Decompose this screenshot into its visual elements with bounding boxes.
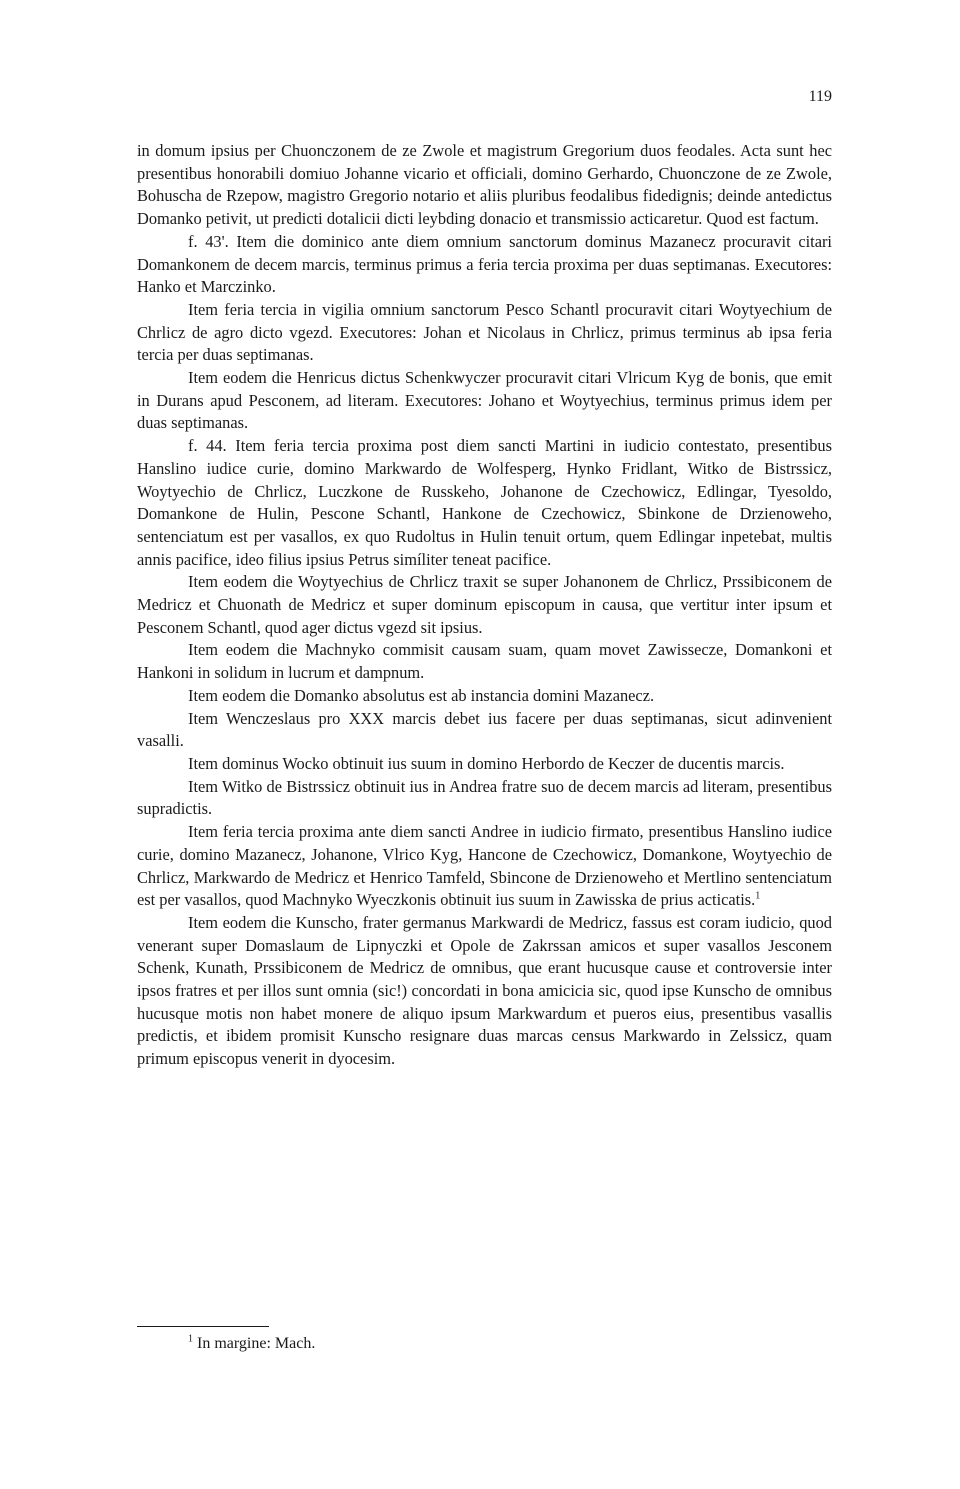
footnote-divider [137, 1326, 269, 1327]
paragraph: Item dominus Wocko obtinuit ius suum in domino Herbordo de Keczer de ducentis marcis. [188, 753, 785, 773]
paragraph: Item eodem die Kunscho, frater germanus Markwardi de Medricz, fassus est coram iudicio, quod venerant super Domaslaum de Lipnyczki et Opole de Zakrssan amicos et super vasallos Jesconem Schenk, Kunath, Prssibiconem de Medricz de omnibus, que erant hucusque cause et controversie inter ipsos fratres et per illos sunt omnia (sic!) concordati in bona amicicia sic, quod ipse Kunscho de omnibus hucusque motis non habet monere de aliquo ipsum Markwardum et pueros eius, presentibus vasallis predictis, et ibidem promisit Kunscho resignare duas marcas census Markwardo in Zelssicz, quam primum episcopus venerit in dyocesim. [137, 912, 832, 1069]
paragraph: f. 44. Item feria tercia proxima post diem sancti Martini in iudicio contestato, presentibus Hanslino iudice curie, domino Markwardo de Wolfesperg, Hynko Fridlant, Witko de Bistrssicz, Woytyechio de Chrlicz, Luczkone de Russkeho, Johanone de Czechowicz, Edlingar, Tyesoldo, Domankone de Hulin, Pescone Schantl, Hankone de Czechowicz, Sbinkone de Drzienoweho, sentenciatum est per vasallos, ex quo Rudoltus in Hulin tenuit ortum, quem Edlingar inpetebat, multis annis pacifice, ideo filius ipsius Petrus simíliter teneat pacifice. [137, 436, 832, 569]
footnote-text: In margine: Mach. [197, 1335, 316, 1352]
paragraph-text: Item feria tercia proxima ante diem sancti Andree in iudicio firmato, presentibus Hanslino iudice curie, domino Mazanecz, Johanone, Vlrico Kyg, Hancone de Czechowicz, Domankone, Woytyechio de Chrlicz, Markwardo de Medricz et Henrico Tamfeld, Sbincone de Drzienoweho et Mertlino sentenciatum est per vasallos, quod Machnyko Wyeczkonis obtinuit ius suum in Zawisska de prius acticatis. [137, 822, 832, 910]
paragraph: Item eodem die Woytyechius de Chrlicz traxit se super Johanonem de Chrlicz, Prssibiconem de Medricz et Chuonath de Medricz et super dominum episcopum in causa, que vertitur inter ipsum et Pesconem Schantl, quod ager dictus vgezd sit ipsius. [137, 572, 832, 637]
footnote-mark: 1 [188, 1333, 193, 1345]
paragraph: in domum ipsius per Chuonczonem de ze Zwole et magistrum Gregorium duos feodales. Acta sunt hec presentibus honorabili domiuo Johanne vicario et officiali, domino Gerhardo, Chuonczone de ze Zwole, Bohuscha de Rzepow, magistro Gregorio notario et aliis pluribus feodalibus fidedignis; deinde antedictus Domanko petivit, ut predicti dotalicii dicti leybding donacio et transmissio acticaretur. Quod est factum. [137, 141, 832, 229]
paragraph-with-footnote [137, 821, 832, 912]
paragraph: Item Witko de Bistrssicz obtinuit ius in Andrea fratre suo de decem marcis ad literam, presentibus supradictis. [137, 776, 832, 819]
paragraph: Item eodem die Henricus dictus Schenkwyczer procuravit citari Vlricum Kyg de bonis, que emit in Durans apud Pesconem, ad literam. Executores: Johano et Woytyechius, terminus primus idem per duas septimanas. [137, 368, 832, 433]
paragraph: f. 43'. Item die dominico ante diem omnium sanctorum dominus Mazanecz procuravit citari Domankonem de decem marcis, terminus primus a feria tercia proxima per duas septimanas. Executores: Hanko et Marczinko. [137, 231, 832, 297]
main-text [137, 140, 832, 1071]
paragraph: Item eodem die Machnyko commisit causam suam, quam movet Zawissecze, Domankoni et Hankoni in solidum in lucrum et dampnum. [137, 640, 832, 683]
footnote [188, 1334, 315, 1354]
footnote-reference: 1 [755, 890, 761, 902]
paragraph: Item feria tercia in vigilia omnium sanctorum Pesco Schantl procuravit citari Woytyechium de Chrlicz de agro dicto vgezd. Executores: Johan et Nicolaus in Chrlicz, primus terminus ab ipsa feria tercia per duas septimanas. [137, 299, 832, 365]
page-number: 119 [808, 88, 832, 105]
paragraph: Item eodem die Domanko absolutus est ab instancia domini Mazanecz. [188, 685, 655, 705]
paragraph: Item Wenczeslaus pro XXX marcis debet ius facere per duas septimanas, sicut adinvenient vasalli. [137, 708, 832, 751]
